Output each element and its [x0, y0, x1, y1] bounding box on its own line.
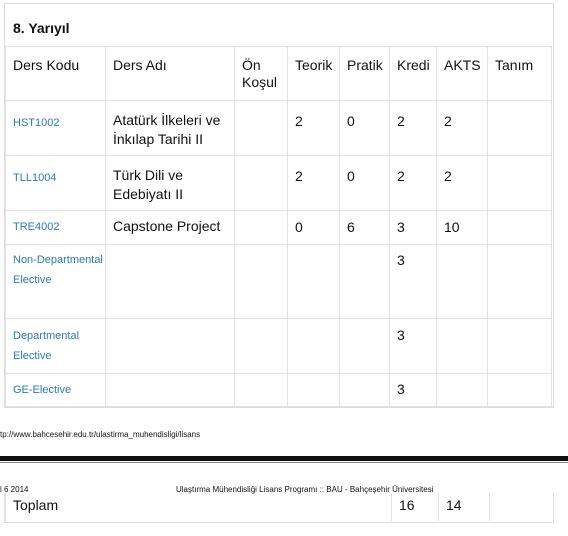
course-theory: 2 — [288, 101, 340, 156]
table-row — [6, 211, 552, 245]
course-code-link[interactable]: Non-Departmental Elective — [6, 245, 106, 319]
course-name — [106, 374, 235, 407]
course-prereq — [235, 211, 288, 245]
course-practice: 6 — [340, 211, 390, 245]
table-row — [6, 245, 552, 319]
course-desc — [488, 374, 552, 407]
total-ects: 14 — [439, 493, 490, 521]
course-ects — [437, 245, 488, 319]
print-page-title: Ulaştırma Mühendisliği Lisans Programı :: BAU - Bahçeşehir Üniversitesi — [176, 485, 434, 494]
footer-url: tp://www.bahcesehir.edu.tr/ulastirma_muhendisligi/lisans — [0, 430, 201, 439]
total-table — [5, 493, 554, 521]
course-name — [106, 245, 235, 319]
course-theory — [288, 245, 340, 319]
course-name: Atatürk İlkeleri ve İnkılap Tarihi II — [106, 101, 235, 156]
course-code-link[interactable]: TLL1004 — [6, 156, 106, 211]
header-practice: Pratik — [340, 47, 390, 101]
course-theory — [288, 374, 340, 407]
course-desc — [488, 156, 552, 211]
course-code-link[interactable]: Departmental Elective — [6, 319, 106, 374]
course-theory: 0 — [288, 211, 340, 245]
course-code-link[interactable]: GE-Elective — [6, 374, 106, 407]
course-code-link[interactable]: TRE4002 — [6, 211, 106, 245]
header-code: Ders Kodu — [6, 47, 106, 101]
course-code-link[interactable]: HST1002 — [6, 101, 106, 156]
course-prereq — [235, 374, 288, 407]
header-credit: Kredi — [390, 47, 437, 101]
table-row — [6, 101, 552, 156]
course-name: Türk Dili ve Edebiyatı II — [106, 156, 235, 211]
course-practice — [340, 319, 390, 374]
course-credit: 3 — [390, 319, 437, 374]
course-theory — [288, 319, 340, 374]
course-practice — [340, 245, 390, 319]
course-ects — [437, 319, 488, 374]
course-credit: 3 — [390, 374, 437, 407]
total-label: Toplam — [6, 493, 392, 521]
course-ects: 2 — [437, 156, 488, 211]
course-credit: 3 — [390, 211, 437, 245]
course-prereq — [235, 319, 288, 374]
course-credit: 2 — [390, 101, 437, 156]
table-header-row — [6, 47, 552, 101]
header-name: Ders Adı — [106, 47, 235, 101]
course-practice: 0 — [340, 156, 390, 211]
course-ects — [437, 374, 488, 407]
course-prereq — [235, 101, 288, 156]
course-desc — [488, 319, 552, 374]
semester-title: 8. Yarıyıl — [13, 20, 70, 36]
page-break-rule — [0, 456, 568, 461]
course-desc — [488, 211, 552, 245]
course-ects: 10 — [437, 211, 488, 245]
table-row — [6, 319, 552, 374]
table-row — [6, 374, 552, 407]
header-desc: Tanım — [488, 47, 552, 101]
header-prereq: Ön Koşul — [235, 47, 288, 101]
course-prereq — [235, 245, 288, 319]
print-date: l 6 2014 — [0, 485, 29, 494]
header-ects: AKTS — [437, 47, 488, 101]
table-row — [6, 156, 552, 211]
course-credit: 2 — [390, 156, 437, 211]
course-practice: 0 — [340, 101, 390, 156]
course-credit: 3 — [390, 245, 437, 319]
course-desc — [488, 245, 552, 319]
course-prereq — [235, 156, 288, 211]
course-desc — [488, 101, 552, 156]
course-ects: 2 — [437, 101, 488, 156]
header-theory: Teorik — [288, 47, 340, 101]
page-break-rule-thin — [0, 462, 568, 463]
total-credit: 16 — [392, 493, 439, 521]
course-theory: 2 — [288, 156, 340, 211]
course-name: Capstone Project — [106, 211, 235, 245]
course-practice — [340, 374, 390, 407]
course-table — [5, 46, 552, 407]
course-name — [106, 319, 235, 374]
total-desc — [490, 493, 554, 521]
total-row — [6, 493, 554, 521]
